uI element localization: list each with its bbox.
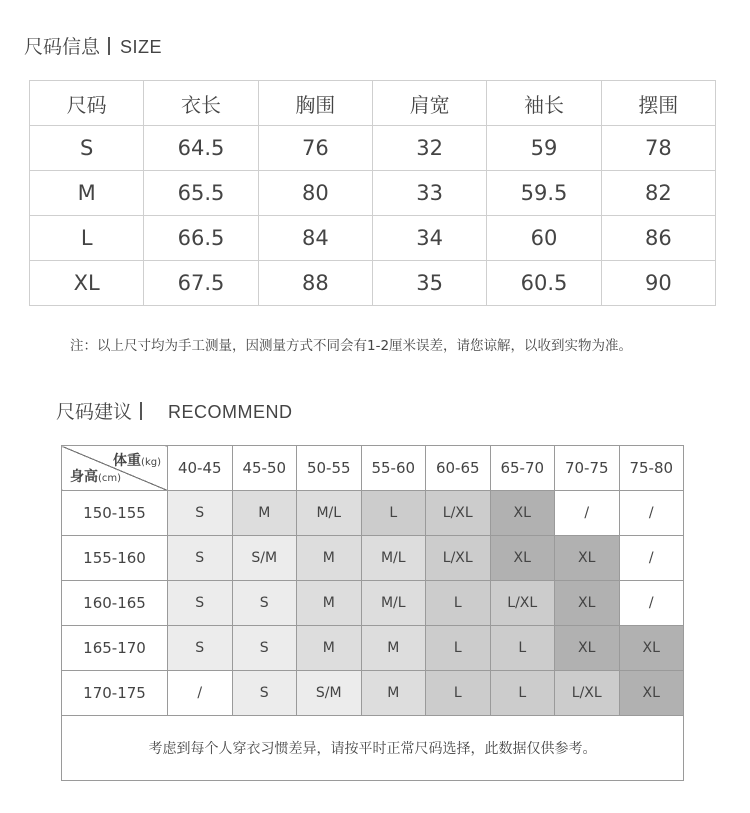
- recommend-footer-note: 考虑到每个人穿衣习惯差异，请按平时正常尺码选择，此数据仅供参考。: [62, 716, 684, 781]
- height-label: 身高: [70, 469, 98, 485]
- size-cell: 80: [258, 171, 372, 216]
- size-recommend-cell: M: [297, 626, 362, 671]
- size-cell: 60: [487, 216, 601, 261]
- size-table: [29, 80, 716, 306]
- size-header-cell: 袖长: [487, 81, 601, 126]
- size-recommend-cell: L: [490, 671, 555, 716]
- size-recommend-cell: M/L: [361, 536, 426, 581]
- size-recommend-cell: M: [297, 536, 362, 581]
- size-recommend-cell: XL: [490, 491, 555, 536]
- size-recommend-cell: L: [361, 491, 426, 536]
- size-header-cell: 胸围: [258, 81, 372, 126]
- size-recommend-cell: M: [361, 671, 426, 716]
- size-recommend-cell: XL: [619, 671, 684, 716]
- size-recommend-cell: L/XL: [426, 491, 491, 536]
- size-cell: 88: [258, 261, 372, 306]
- recommend-row: [62, 581, 684, 626]
- size-cell: 33: [372, 171, 486, 216]
- size-recommend-cell: L/XL: [490, 581, 555, 626]
- size-cell: XL: [30, 261, 144, 306]
- size-table-row: [30, 216, 716, 261]
- weight-unit: (kg): [141, 457, 161, 468]
- size-recommend-cell: /: [619, 581, 684, 626]
- size-info-title-en: SIZE: [120, 37, 163, 57]
- weight-header-cell: 55-60: [361, 446, 426, 491]
- size-cell: 34: [372, 216, 486, 261]
- size-recommend-cell: /: [619, 491, 684, 536]
- size-cell: 82: [601, 171, 715, 216]
- size-cell: 64.5: [144, 126, 258, 171]
- recommend-header-row: [62, 446, 684, 491]
- size-recommend-cell: M: [232, 491, 297, 536]
- title-divider: [108, 37, 110, 55]
- weight-header-cell: 50-55: [297, 446, 362, 491]
- weight-header-cell: 60-65: [426, 446, 491, 491]
- weight-header-cell: 75-80: [619, 446, 684, 491]
- weight-header-cell: 65-70: [490, 446, 555, 491]
- size-cell: 65.5: [144, 171, 258, 216]
- weight-label: 体重: [113, 453, 142, 469]
- weight-header-cell: 70-75: [555, 446, 620, 491]
- size-recommend-cell: M/L: [297, 491, 362, 536]
- size-recommend-cell: L: [426, 671, 491, 716]
- size-recommend-cell: XL: [490, 536, 555, 581]
- title-divider: [140, 402, 142, 420]
- size-recommend-cell: XL: [619, 626, 684, 671]
- size-info-title-cn: 尺码信息: [24, 36, 101, 58]
- recommend-table: [61, 445, 684, 781]
- size-recommend-cell: S: [232, 581, 297, 626]
- size-cell: 60.5: [487, 261, 601, 306]
- recommend-row: [62, 536, 684, 581]
- recommend-footer-row: [62, 716, 684, 781]
- height-cell: 165-170: [62, 626, 168, 671]
- size-header-cell: 尺码: [30, 81, 144, 126]
- size-recommend-cell: L: [426, 626, 491, 671]
- size-recommend-cell: /: [555, 491, 620, 536]
- size-header-cell: 肩宽: [372, 81, 486, 126]
- size-cell: M: [30, 171, 144, 216]
- measurement-note: 注：以上尺寸均为手工测量，因测量方式不同会有1-2厘米误差，请您谅解，以收到实物为准。: [70, 338, 633, 354]
- weight-header-cell: 45-50: [232, 446, 297, 491]
- size-cell: 67.5: [144, 261, 258, 306]
- size-recommend-cell: S: [232, 626, 297, 671]
- size-header-cell: 衣长: [144, 81, 258, 126]
- size-header-cell: 摆围: [601, 81, 715, 126]
- size-cell: 90: [601, 261, 715, 306]
- size-info-title: [24, 32, 162, 59]
- size-recommend-cell: L: [426, 581, 491, 626]
- recommend-row: [62, 626, 684, 671]
- recommend-title-en: RECOMMEND: [168, 402, 293, 422]
- size-recommend-cell: M: [361, 626, 426, 671]
- size-recommend-cell: S: [168, 626, 233, 671]
- size-recommend-cell: S: [232, 671, 297, 716]
- height-axis-label: [70, 466, 121, 486]
- size-cell: 32: [372, 126, 486, 171]
- size-cell: 35: [372, 261, 486, 306]
- recommend-row: [62, 671, 684, 716]
- size-recommend-cell: XL: [555, 626, 620, 671]
- size-recommend-cell: M: [297, 581, 362, 626]
- size-table-row: [30, 261, 716, 306]
- size-table-row: [30, 171, 716, 216]
- size-recommend-cell: L/XL: [555, 671, 620, 716]
- size-cell: 59.5: [487, 171, 601, 216]
- size-recommend-cell: S: [168, 581, 233, 626]
- size-recommend-cell: L: [490, 626, 555, 671]
- recommend-row: [62, 491, 684, 536]
- size-recommend-cell: S: [168, 491, 233, 536]
- corner-header-cell: [62, 446, 168, 491]
- size-cell: 76: [258, 126, 372, 171]
- recommend-title-cn: 尺码建议: [56, 401, 133, 423]
- size-recommend-cell: M/L: [361, 581, 426, 626]
- size-recommend-cell: S: [168, 536, 233, 581]
- size-table-row: [30, 126, 716, 171]
- size-cell: 84: [258, 216, 372, 261]
- size-cell: 59: [487, 126, 601, 171]
- size-cell: L: [30, 216, 144, 261]
- size-cell: 86: [601, 216, 715, 261]
- height-cell: 160-165: [62, 581, 168, 626]
- size-cell: S: [30, 126, 144, 171]
- size-recommend-cell: S/M: [297, 671, 362, 716]
- size-recommend-cell: /: [619, 536, 684, 581]
- weight-header-cell: 40-45: [168, 446, 233, 491]
- size-recommend-cell: S/M: [232, 536, 297, 581]
- height-cell: 155-160: [62, 536, 168, 581]
- height-unit: (cm): [98, 473, 122, 484]
- recommend-title: [56, 397, 293, 424]
- size-recommend-cell: XL: [555, 536, 620, 581]
- height-cell: 170-175: [62, 671, 168, 716]
- size-recommend-cell: /: [168, 671, 233, 716]
- size-cell: 78: [601, 126, 715, 171]
- size-table-header-row: [30, 81, 716, 126]
- size-cell: 66.5: [144, 216, 258, 261]
- size-recommend-cell: L/XL: [426, 536, 491, 581]
- size-recommend-cell: XL: [555, 581, 620, 626]
- height-cell: 150-155: [62, 491, 168, 536]
